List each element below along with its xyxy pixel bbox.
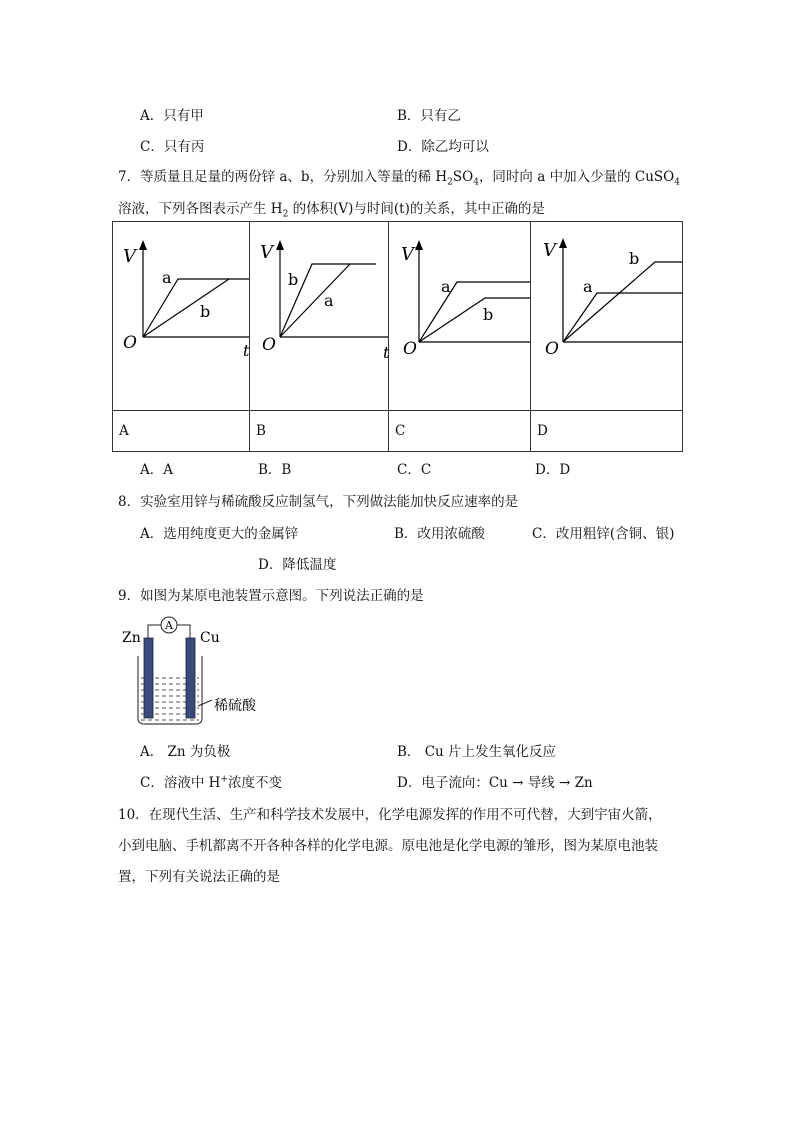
- curve-a-label: a: [441, 277, 451, 296]
- ammeter-label: A: [165, 619, 173, 632]
- q10-stem-line3: 置，下列有关说法正确的是: [118, 869, 280, 885]
- cell-label-a: A: [113, 411, 250, 452]
- origin-label: O: [123, 333, 137, 353]
- q6-option-d: D．除乙均可以: [397, 139, 489, 155]
- graph-cell-a: [113, 222, 250, 411]
- q6-option-a: A．只有甲: [140, 108, 204, 124]
- v-axis-label: V: [401, 244, 414, 265]
- q9-option-b: B． Cu 片上发生氧化反应: [397, 744, 557, 760]
- curve-a-label: a: [324, 291, 334, 310]
- graph-cell-c: [389, 222, 531, 411]
- q9-option-d: D．电子流向：Cu → 导线 → Zn: [397, 775, 593, 791]
- q8-stem: 8．实验室用锌与稀硫酸反应制氢气，下列做法能加快反应速率的是: [118, 494, 519, 510]
- curve-b-label: b: [288, 270, 299, 289]
- q7-option-d: D．D: [535, 462, 571, 478]
- graph-c: [389, 222, 530, 362]
- q9-option-a: A． Zn 为负极: [140, 744, 231, 760]
- t-axis-label: t: [243, 341, 250, 360]
- q7-stem-line1: 7．等质量且足量的两份锌 a、b，分别加入等量的稀 $H_2SO_4$，同时向 a 中加入少量的 CuSO$_4$: [118, 169, 680, 188]
- q8-option-d: D．降低温度: [258, 557, 337, 573]
- cu-label: Cu: [200, 630, 220, 646]
- curve-a-label: a: [583, 277, 593, 296]
- cell-label-b: B: [250, 411, 389, 452]
- graph-cell-d: [531, 222, 683, 411]
- q7-graph-table: [112, 221, 683, 452]
- graph-a: [113, 222, 249, 362]
- q8-option-a: A．选用纯度更大的金属锌: [140, 526, 299, 542]
- q9-option-c: C．溶液中 H+浓度不变: [140, 774, 282, 791]
- q8-option-c: C．改用粗锌(含铜、银): [532, 526, 675, 542]
- origin-label: O: [545, 339, 559, 359]
- q6-option-c: C．只有丙: [140, 139, 205, 155]
- curve-b-label: b: [629, 249, 640, 268]
- graph-d: [531, 222, 682, 362]
- q7-option-b: B．B: [258, 462, 292, 478]
- q7-option-a: A．A: [140, 462, 173, 478]
- v-axis-label: V: [543, 240, 556, 261]
- q8-option-b: B．改用浓硫酸: [394, 526, 485, 542]
- origin-label: O: [262, 335, 276, 355]
- q9-stem: 9．如图为某原电池装置示意图。下列说法正确的是: [118, 588, 424, 604]
- graph-b: [250, 222, 388, 362]
- q10-stem-line1: 10．在现代生活、生产和科学技术发展中，化学电源发挥的作用不可代替，大到宇宙火箭，: [118, 807, 662, 823]
- q6-option-b: B．只有乙: [397, 108, 461, 124]
- t-axis-label: t: [383, 343, 390, 362]
- graph-cell-b: [250, 222, 389, 411]
- curve-b-label: b: [200, 302, 211, 321]
- q7-option-c: C．C: [397, 462, 432, 478]
- zn-label: Zn: [122, 630, 141, 646]
- acid-label: 稀硫酸: [214, 698, 256, 714]
- q7-stem-line2: 溶液，下列各图表示产生 $H_2$ 的体积(V)与时间(t)的关系，其中正确的是: [118, 201, 545, 220]
- v-axis-label: V: [123, 246, 136, 267]
- q10-stem-line2: 小到电脑、手机都离不开各种各样的化学电源。原电池是化学电源的雏形，图为某原电池装: [118, 838, 658, 854]
- curve-a-label: a: [162, 268, 172, 287]
- cell-label-c: C: [389, 411, 531, 452]
- v-axis-label: V: [260, 242, 273, 263]
- origin-label: O: [403, 339, 417, 359]
- cell-label-d: D: [531, 411, 683, 452]
- galvanic-cell-diagram: [118, 612, 268, 732]
- zn-electrode: [144, 638, 153, 718]
- curve-b-label: b: [483, 305, 494, 324]
- cu-electrode: [186, 638, 195, 718]
